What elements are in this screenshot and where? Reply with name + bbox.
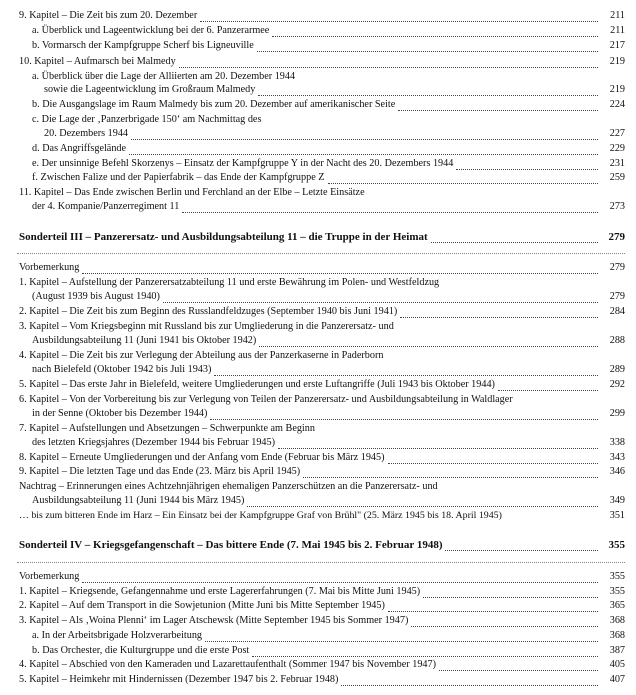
toc-page-number: 405 [609,659,625,670]
toc-entry-text: 10. Kapitel – Aufmarsch bei Malmedy [19,56,176,67]
toc-page-number: 273 [609,201,625,212]
toc-entry-text: 20. Dezembers 1944 [44,128,129,139]
toc-row [0,437,636,451]
toc-row [0,172,636,186]
toc-row [0,645,636,659]
toc-page-number: 279 [609,291,625,302]
toc-entry-text: 5. Kapitel – Das erste Jahr in Bielefeld, weitere Umgliederungen und erste Luftangriffe (Juli 1943 bis Oktober 1944) [19,379,495,390]
toc-row [0,291,636,305]
toc-page-number: 407 [609,674,625,685]
toc-entry-text: b. Die Ausgangslage im Raum Malmedy bis zum 20. Dezember auf amerikanischer Seite [32,99,396,110]
toc-row [0,452,636,466]
toc-row [0,350,636,364]
toc-row [0,187,636,201]
toc-row [0,466,636,480]
toc-row [0,495,636,509]
toc-row [0,201,636,215]
toc-row [0,379,636,393]
toc-entry-text: Ausbildungsabteilung 11 (Juni 1941 bis Oktober 1942) [32,335,257,346]
toc-page-number: 338 [609,437,625,448]
toc-entry-text: 11. Kapitel – Das Ende zwischen Berlin und Ferchland an der Elbe – Letzte Einsätze [19,187,365,198]
toc-page-number: 259 [609,172,625,183]
toc-page-number: 365 [609,600,625,611]
toc-entry-text: Vorbemerkung [19,262,80,273]
toc-row [0,40,636,54]
toc-entry-text: nach Bielefeld (Oktober 1942 bis Juli 1943) [32,364,212,375]
section-heading [0,231,636,245]
toc-row [0,674,636,688]
toc-entry-text: … bis zum bitteren Ende im Harz – Ein Einsatz bei der Kampfgruppe Graf von Brühl" (25. März 1945 bis 18. April 1945) [19,510,502,521]
toc-page-number: 368 [609,615,625,626]
toc-row [0,408,636,422]
toc-page-number: 219 [609,56,625,67]
toc-entry-text: 3. Kapitel – Als ‚Woina Plenni‘ im Lager Atschewsk (Mitte September 1945 bis Sommer 1947) [19,615,409,626]
toc-page-number: 217 [609,40,625,51]
toc-row [0,600,636,614]
section-divider [17,253,625,255]
toc-row [0,84,636,98]
toc-page-number: 288 [609,335,625,346]
toc-entry-text: des letzten Kriegsjahres (Dezember 1944 bis Februar 1945) [32,437,276,448]
toc-entry-text: 8. Kapitel – Erneute Umgliederungen und der Anfang vom Ende (Februar bis März 1945) [19,452,385,463]
toc-entry-text: 6. Kapitel – Von der Vorbereitung bis zur Verlegung von Teilen der Panzerersatz- und Ausbildungsabteilung in Waldlager [19,394,513,405]
toc-page-number: 349 [609,495,625,506]
toc-row [0,659,636,673]
toc-row [0,321,636,335]
toc-page-number: 355 [608,539,625,551]
toc-page-number: 289 [609,364,625,375]
toc-row [0,630,636,644]
toc-row [0,306,636,320]
toc-entry-text: Ausbildungsabteilung 11 (Juni 1944 bis März 1945) [32,495,245,506]
toc-entry-text: Sonderteil III – Panzerersatz- und Ausbildungsabteilung 11 – die Truppe in der Heimat [19,231,428,243]
toc-page-number: 387 [609,645,625,656]
toc-entry-text: e. Der unsinnige Befehl Skorzenys – Einsatz der Kampfgruppe Y in der Nacht des 20. Dezembers 1944 [32,158,454,169]
toc-entry-text: Nachtrag – Erinnerungen eines Achtzehnjährigen ehemaligen Panzerschützen an die Panzerersatz- und [19,481,438,492]
toc-entry-text: (August 1939 bis August 1940) [32,291,160,302]
toc-row [0,586,636,600]
toc-row [0,277,636,291]
toc-row [0,114,636,128]
toc-row [0,481,636,495]
toc-page-number: 355 [609,586,625,597]
toc-entry-text: c. Die Lage der ‚Panzerbrigade 150‘ am Nachmittag des [32,114,262,125]
toc-entry-text: 1. Kapitel – Aufstellung der Panzerersatzabteilung 11 und erste Bewährung im Polen- und Westfeldzug [19,277,440,288]
toc-entry-text: 2. Kapitel – Auf dem Transport in die Sowjetunion (Mitte Juni bis Mitte September 1945) [19,600,385,611]
toc-row [0,10,636,24]
toc-page-number: 284 [609,306,625,317]
toc-page-number: 211 [610,10,625,21]
toc-entry-text: sowie die Lageentwicklung im Großraum Malmedy [44,84,256,95]
toc-entry-text: 4. Kapitel – Abschied von den Kameraden und Lazarettaufenthalt (Sommer 1947 bis November 1947) [19,659,437,670]
toc-entry-text: a. Überblick und Lageentwicklung bei der 6. Panzerarmee [32,25,270,36]
toc-entry-text: 9. Kapitel – Die letzten Tage und das Ende (23. März bis April 1945) [19,466,301,477]
toc-entry-text: der 4. Kompanie/Panzerregiment 11 [32,201,180,212]
toc-entry-text: in der Senne (Oktober bis Dezember 1944) [32,408,208,419]
toc-page-number: 368 [609,630,625,641]
toc-page-number: 211 [610,25,625,36]
toc-entry-text: b. Vormarsch der Kampfgruppe Scherf bis Ligneuville [32,40,254,51]
toc-row [0,364,636,378]
toc-entry-text: d. Das Angriffsgelände [32,143,127,154]
toc-page-number: 279 [608,231,625,243]
toc-row [0,56,636,70]
toc-page-number: 279 [609,262,625,273]
toc-row [0,158,636,172]
toc-row [0,262,636,276]
toc-entry-text: Vorbemerkung [19,571,80,582]
toc-row [0,99,636,113]
toc-entry-text: a. Überblick über die Lage der Alliierten am 20. Dezember 1944 [32,71,296,82]
toc-page-number: 229 [609,143,625,154]
toc-row [0,335,636,349]
toc-page-number: 224 [609,99,625,110]
toc-entry-text: 7. Kapitel – Aufstellungen und Absetzungen – Schwerpunkte am Beginn [19,423,315,434]
toc-row [0,128,636,142]
toc-page-number: 355 [609,571,625,582]
toc-entry-text: 9. Kapitel – Die Zeit bis zum 20. Dezember [19,10,198,21]
toc-page-number: 351 [609,510,625,521]
toc-page-number: 227 [609,128,625,139]
toc-entry-text: a. In der Arbeitsbrigade Holzverarbeitung [32,630,203,641]
toc-row [0,71,636,85]
toc-entry-text: Sonderteil IV – Kriegsgefangenschaft – Das bittere Ende (7. Mai 1945 bis 2. Februar 1948) [19,539,443,551]
section-divider [17,562,625,564]
toc-entry-text: 1. Kapitel – Kriegsende, Gefangennahme und erste Lagererfahrungen (7. Mai bis Mitte Juni 1945) [19,586,421,597]
toc-page-number: 231 [609,158,625,169]
toc-entry-text: 3. Kapitel – Vom Kriegsbeginn mit Russland bis zur Umgliederung in die Panzerersatz- und [19,321,394,332]
toc-entry-text: b. Das Orchester, die Kulturgruppe und die erste Post [32,645,250,656]
toc-page-number: 343 [609,452,625,463]
section-heading [0,539,636,553]
toc-row [0,25,636,39]
toc-row [0,571,636,585]
toc-page-number: 292 [609,379,625,390]
toc-page-number: 346 [609,466,625,477]
toc-entry-text: f. Zwischen Falize und der Papierfabrik – das Ende der Kampfgruppe Z [32,172,325,183]
toc-entry-text: 2. Kapitel – Die Zeit bis zum Beginn des Russlandfeldzuges (September 1940 bis Juni 1941) [19,306,398,317]
toc-row [0,423,636,437]
toc-row [0,394,636,408]
toc-row [0,143,636,157]
toc-entry-text: 4. Kapitel – Die Zeit bis zur Verlegung der Abteilung aus der Panzerkaserne in Paderborn [19,350,384,361]
toc-row [0,510,636,524]
toc-row [0,615,636,629]
toc-page-number: 299 [609,408,625,419]
toc-entry-text: 5. Kapitel – Heimkehr mit Hindernissen (Dezember 1947 bis 2. Februar 1948) [19,674,339,685]
toc-page-number: 219 [609,84,625,95]
